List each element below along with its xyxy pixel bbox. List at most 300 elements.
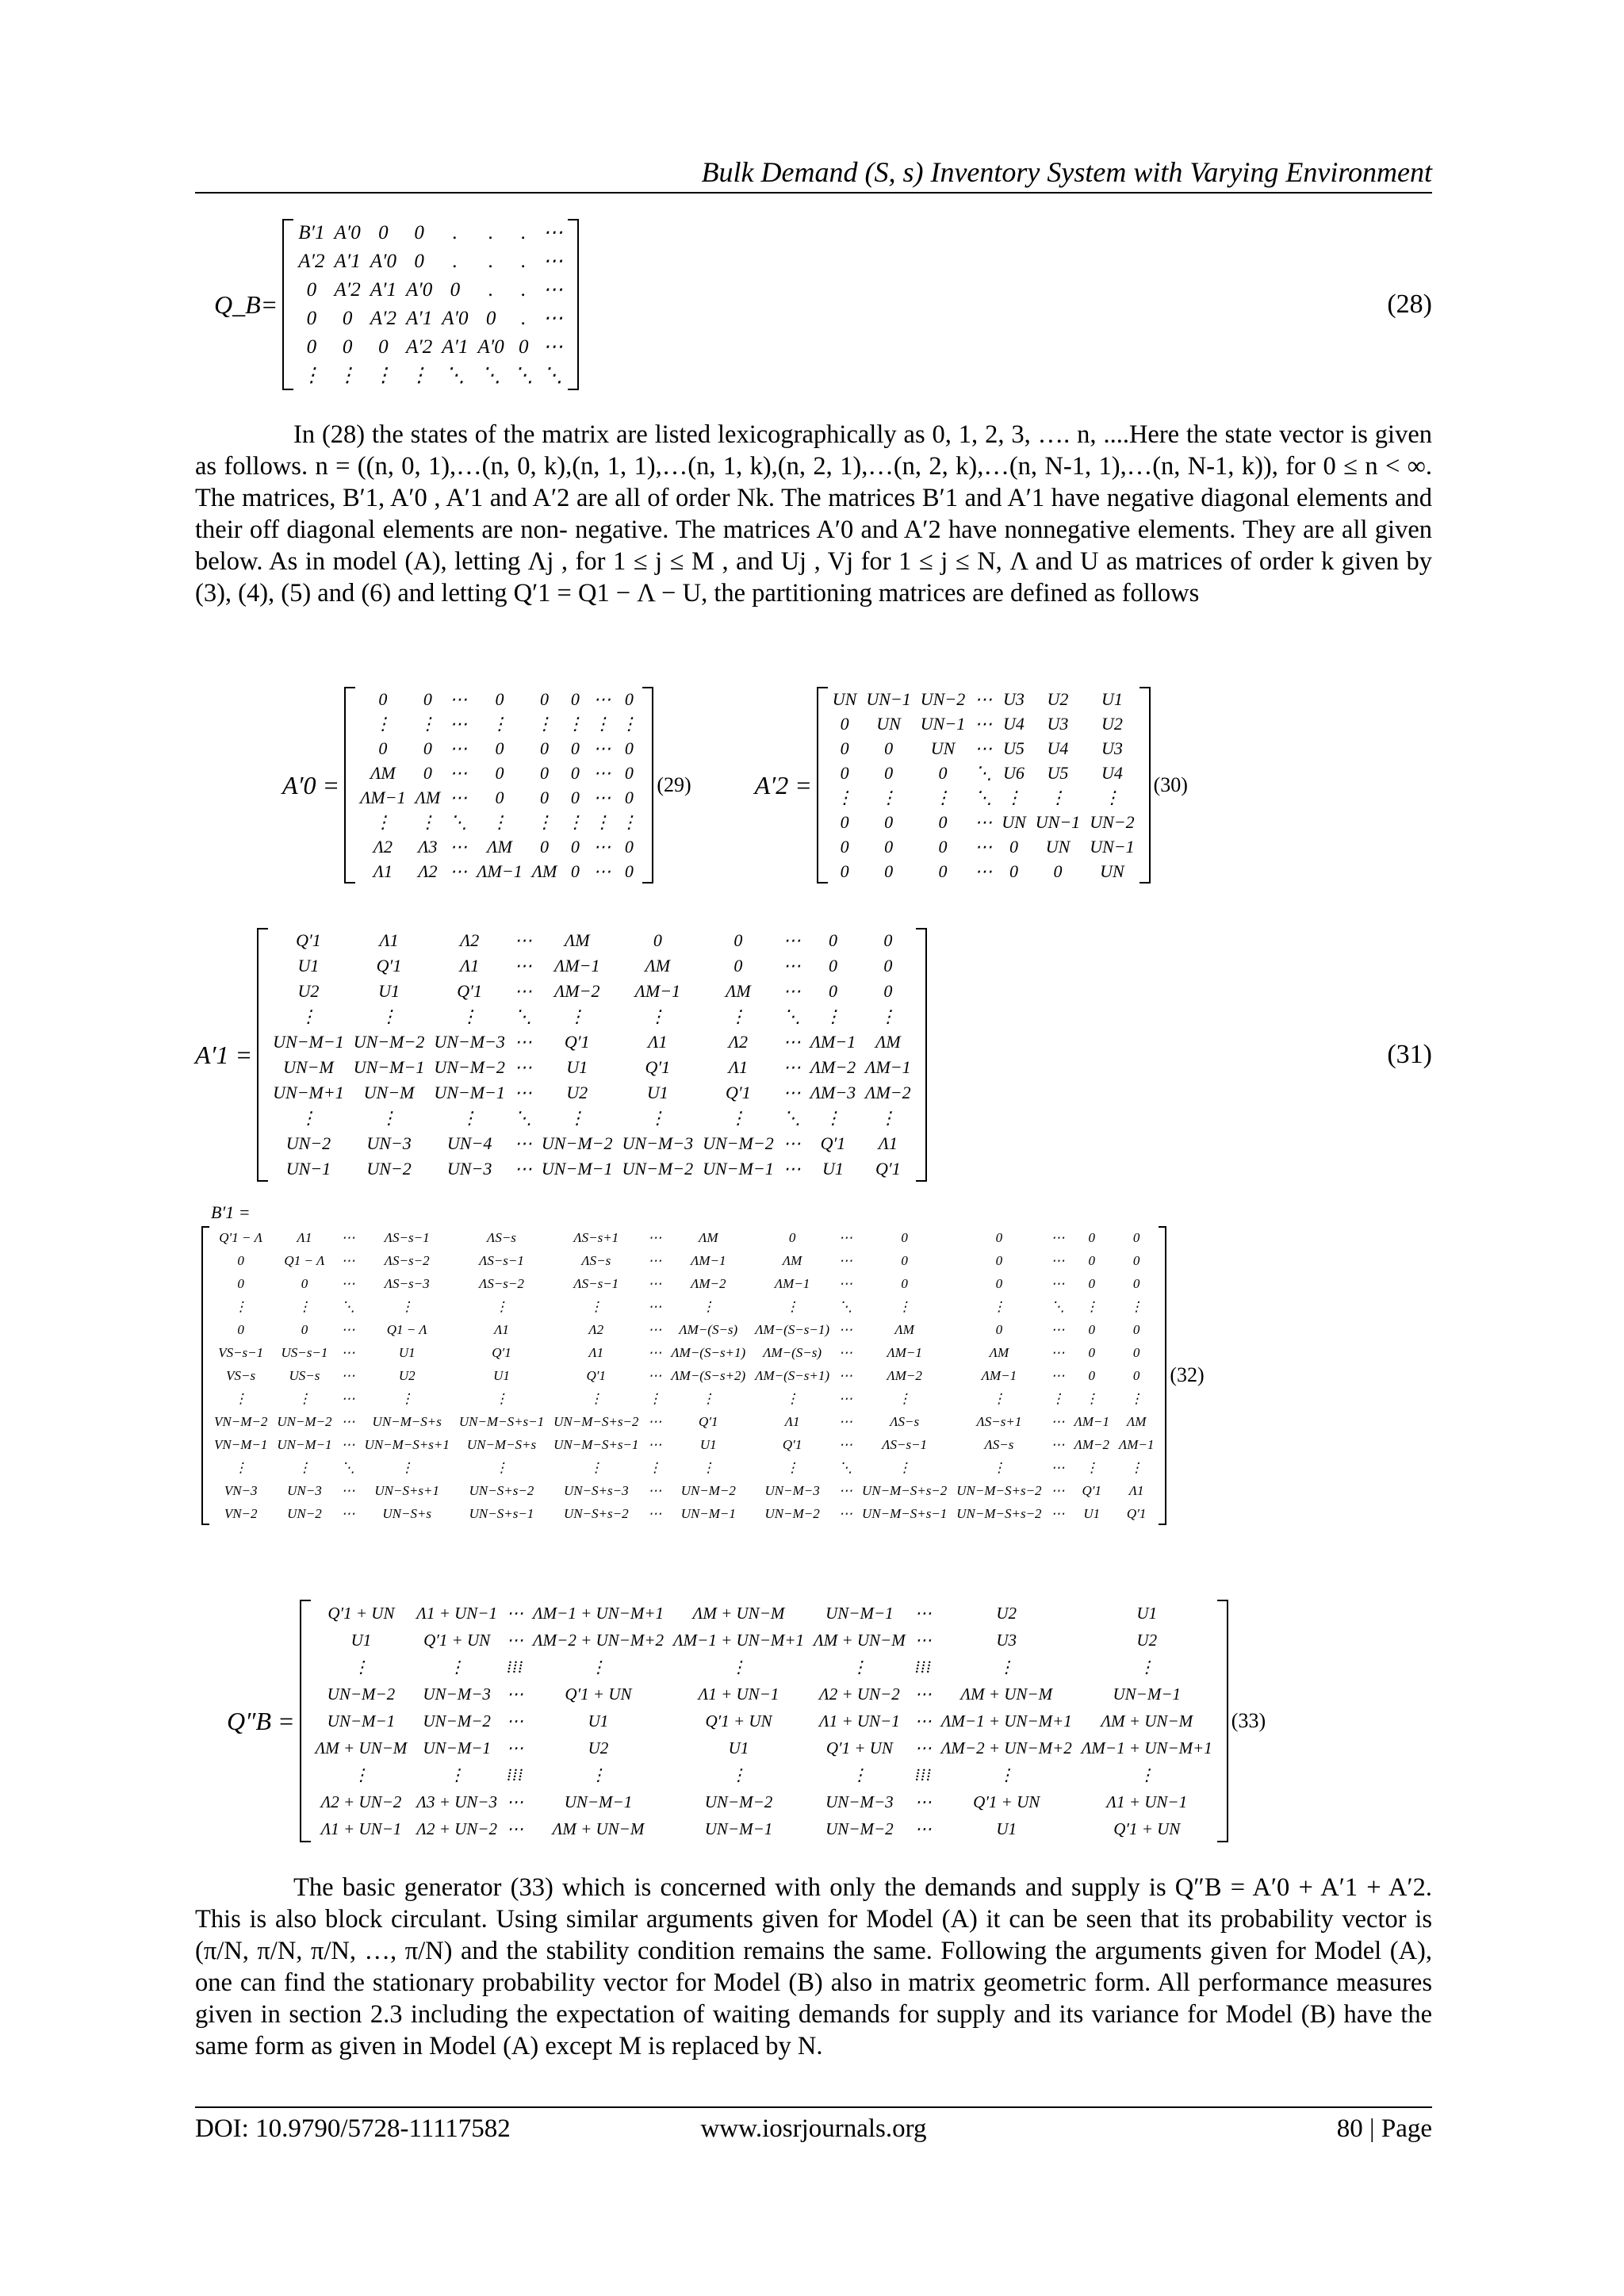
matrix-cell: ⋯ [506, 1792, 523, 1811]
matrix-cell: UN−1 [1090, 837, 1135, 857]
matrix-cell: UN [930, 738, 956, 758]
matrix-cell: ⋯ [783, 981, 801, 1001]
matrix-cell: UN−M−1 [423, 1738, 491, 1757]
matrix-cell: 0 [828, 981, 837, 1001]
matrix-cell: ⋮ [1005, 788, 1023, 807]
matrix-cell: 0 [733, 956, 743, 976]
matrix-cell: UN−M−S+s [372, 1413, 442, 1429]
matrix-cell: ⋮ [234, 1390, 248, 1406]
matrix-cell: ⋮ [649, 1006, 667, 1026]
matrix-cell: Q′1 [820, 1133, 846, 1153]
matrix-cell: 0 [495, 763, 504, 783]
matrix-qb-double-prime-table [311, 1600, 1217, 1842]
matrix-cell: ⋱ [839, 1298, 852, 1314]
matrix-cell: A′0 [442, 308, 469, 329]
matrix-cell: ⁞⁞⁞ [914, 1765, 932, 1784]
matrix-cell: ⋯ [593, 837, 611, 857]
matrix-cell: ⋱ [839, 1459, 852, 1475]
matrix-row [311, 1654, 1217, 1681]
matrix-cell: . [521, 308, 527, 329]
matrix-cell: 0 [570, 738, 580, 758]
equation-29-lhs: A′0 = [282, 770, 340, 799]
matrix-cell: 0 [828, 930, 837, 950]
matrix-cell: ⋯ [648, 1505, 662, 1521]
matrix-a0 [344, 687, 653, 884]
matrix-cell: 0 [884, 861, 894, 881]
matrix-cell: ⋯ [542, 279, 563, 301]
matrix-cell: Q′1 [492, 1344, 511, 1360]
matrix-cell: ⋯ [839, 1390, 852, 1406]
matrix-cell: ⋯ [450, 788, 468, 807]
matrix-cell: ⋮ [1129, 1459, 1143, 1475]
matrix-cell: UN−M−1 [434, 1083, 505, 1102]
matrix-cell: ⋮ [730, 1658, 748, 1677]
matrix-cell: ⁞⁞⁞ [914, 1658, 932, 1677]
matrix-cell: ⋮ [589, 1765, 607, 1784]
matrix-cell: ΛM−(S−s) [763, 1344, 822, 1360]
matrix-cell: ΛM−2 [865, 1083, 911, 1102]
matrix-row [268, 1029, 916, 1055]
matrix-cell: UN−M−1 [564, 1792, 633, 1811]
matrix-cell: Λ2 + UN−2 [320, 1792, 402, 1811]
matrix-cell: ⋯ [1051, 1344, 1065, 1360]
matrix-cell: ⋮ [701, 1298, 715, 1314]
matrix-cell: Q′1 + UN [973, 1792, 1040, 1811]
matrix-cell: Q′1 + UN [423, 1631, 491, 1650]
matrix-cell: 0 [1009, 837, 1018, 857]
matrix-cell: ⋯ [593, 738, 611, 758]
matrix-cell: ⋯ [593, 861, 611, 881]
matrix-cell: ⋮ [729, 1006, 747, 1026]
matrix-cell: ΛM−1 [553, 956, 600, 976]
matrix-cell: U1 [1101, 689, 1123, 709]
matrix-cell: ⋯ [648, 1321, 662, 1337]
matrix-cell: A′2 [370, 308, 396, 329]
matrix-cell: U3 [996, 1631, 1017, 1650]
matrix-cell: UN−1 [285, 1159, 331, 1179]
matrix-cell: 0 [495, 689, 504, 709]
matrix-cell: UN−M−2 [353, 1032, 425, 1052]
matrix-cell: VN−2 [224, 1505, 258, 1521]
matrix-cell: ⋯ [975, 861, 993, 881]
matrix-cell: ⋯ [975, 812, 993, 832]
matrix-cell: Q′1 − Λ [219, 1229, 263, 1245]
matrix-cell: ⋮ [535, 714, 553, 734]
matrix-cell: Λ2 + UN−2 [819, 1685, 900, 1704]
matrix-cell: ⋮ [998, 1658, 1015, 1677]
matrix-cell: UN [1045, 837, 1071, 857]
matrix-cell: ⋯ [839, 1321, 852, 1337]
matrix-cell: 0 [306, 336, 317, 358]
matrix-cell: UN−M [363, 1083, 415, 1102]
matrix-cell: . [521, 222, 527, 243]
matrix-cell: ⋯ [506, 1631, 523, 1650]
matrix-cell: 0 [995, 1252, 1003, 1268]
matrix-cell: UN−M−S+s+1 [364, 1436, 450, 1452]
matrix-cell: UN−M−S+s−1 [862, 1505, 948, 1521]
matrix-cell: 0 [840, 714, 849, 734]
matrix-cell: 0 [342, 308, 353, 329]
matrix-cell: ⋯ [839, 1367, 852, 1383]
matrix-cell: ⋯ [839, 1229, 852, 1245]
matrix-cell: ⋯ [542, 251, 563, 272]
matrix-qb-double-prime [300, 1600, 1228, 1842]
matrix-cell: ⋮ [566, 812, 584, 832]
matrix-cell: 0 [624, 861, 634, 881]
equation-30-number: (30) [1153, 773, 1188, 796]
matrix-cell: 0 [733, 930, 743, 950]
matrix-cell: 0 [540, 837, 550, 857]
matrix-cell: Q′1 [699, 1413, 718, 1429]
matrix-cell: ⋮ [297, 1459, 312, 1475]
matrix-cell: ⋯ [839, 1413, 852, 1429]
matrix-row [268, 928, 916, 953]
matrix-row [311, 1788, 1217, 1815]
matrix-cell: 0 [301, 1275, 308, 1291]
matrix-cell: ⋮ [620, 714, 638, 734]
matrix-cell: Λ1 [1128, 1482, 1144, 1498]
matrix-cell: 0 [485, 308, 496, 329]
matrix-cell: ΛM−1 + UN−M+1 [940, 1711, 1072, 1731]
matrix-row [209, 1226, 1159, 1249]
matrix-cell: 0 [1088, 1344, 1096, 1360]
matrix-cell: UN−M−2 [680, 1482, 736, 1498]
matrix-cell: UN−M−2 [434, 1057, 505, 1077]
matrix-cell: ⋮ [589, 1459, 603, 1475]
matrix-cell: ⋮ [352, 1658, 370, 1677]
matrix-cell: ΛM + UN−M [315, 1738, 408, 1757]
matrix-cell: ⋮ [373, 812, 392, 832]
matrix-cell: UN [832, 689, 857, 709]
matrix-cell: ⋮ [824, 1006, 842, 1026]
matrix-cell: ⋮ [380, 1006, 398, 1026]
matrix-cell: UN−M−S+s−2 [956, 1482, 1042, 1498]
matrix-cell: 0 [938, 763, 948, 783]
running-header [195, 155, 1432, 194]
matrix-cell: 0 [1088, 1321, 1096, 1337]
matrix-cell: ⋮ [649, 1108, 667, 1128]
equation-31 [195, 920, 1432, 1190]
matrix-cell: U5 [1003, 738, 1025, 758]
matrix-cell: 0 [1088, 1229, 1096, 1245]
equation-28 [195, 213, 1432, 397]
matrix-a2-table [828, 687, 1139, 884]
matrix-cell: ⋮ [234, 1459, 248, 1475]
matrix-cell: ⋯ [648, 1367, 662, 1383]
matrix-cell: ⋮ [337, 365, 358, 386]
matrix-cell: UN−M−S+s−2 [862, 1482, 948, 1498]
matrix-cell: UN−M−2 [277, 1413, 332, 1429]
matrix-cell: ΛM−1 [865, 1057, 911, 1077]
matrix-cell: ΛM + UN−M [960, 1685, 1053, 1704]
matrix-row [293, 276, 568, 305]
matrix-cell: UN−S+s [382, 1505, 432, 1521]
matrix-cell: ⋮ [1138, 1765, 1155, 1784]
matrix-cell: Q1 − Λ [386, 1321, 427, 1337]
matrix-cell: Q′1 [564, 1032, 590, 1052]
matrix-cell: ΛM + UN−M [1101, 1711, 1193, 1731]
matrix-cell: UN−M−1 [273, 1032, 344, 1052]
footer-website: www.iosrjournals.org [700, 2114, 927, 2143]
matrix-cell: 0 [540, 689, 550, 709]
matrix-cell: ⋯ [341, 1252, 355, 1268]
matrix-cell: UN−2 [285, 1133, 331, 1153]
matrix-row [293, 219, 568, 247]
matrix-cell: ⋯ [514, 1083, 532, 1102]
paragraph-states-text: In (28) the states of the matrix are listed lexicographically as 0, 1, 2, 3, …. n, ....Here the state vector is given as follows. n = ((n, 0, 1),…(n, 0, k),(n, 1, 1),…(n, 1, k),(n, 2, 1),…(n, 2, k),…(n, N-1, 1),…(n, N-1, k)), for 0 ≤ n < ∞. The matrices, B′1, A′0 , A′1 and A′2 are all of order Nk. The matrices B′1 and A′1 have negative diagonal elements and their off diagonal elements are non- negative. The matrices A′0 and A′2 have nonnegative elements. They are all given below. As in model (A), letting Λj , for 1 ≤ j ≤ M , and Uj , Vj for 1 ≤ j ≤ N, Λ and U as matrices of order k given by (3), (4), (5) and (6) and letting Q′1 = Q1 − Λ − U, the partitioning matrices are defined as follows [195, 420, 1432, 608]
matrix-cell: ⋮ [998, 1765, 1015, 1784]
matrix-a2 [817, 687, 1151, 884]
matrix-row [209, 1502, 1159, 1525]
matrix-a0-table [355, 687, 642, 884]
matrix-cell: Λ2 [588, 1321, 604, 1337]
matrix-cell: 0 [378, 738, 388, 758]
matrix-cell: U1 [378, 981, 400, 1001]
footer-rule [195, 2106, 1432, 2108]
matrix-cell: UN−M−S+s [466, 1436, 537, 1452]
matrix-row [268, 1156, 916, 1182]
matrix-cell: ΛM [894, 1321, 914, 1337]
matrix-cell: ⋱ [975, 763, 993, 783]
equation-28-number: (28) [1387, 289, 1432, 319]
matrix-cell: Λ1 [297, 1229, 312, 1245]
matrix-row [828, 810, 1139, 834]
matrix-cell: ⋱ [450, 812, 468, 832]
matrix-cell: ⋮ [648, 1390, 662, 1406]
matrix-cell: 0 [938, 812, 948, 832]
matrix-cell: ⋮ [566, 714, 584, 734]
matrix-cell: Q′1 + UN [1113, 1819, 1181, 1838]
matrix-cell: ⋯ [1051, 1321, 1065, 1337]
matrix-row [828, 711, 1139, 736]
matrix-cell: U2 [297, 981, 320, 1001]
matrix-row [355, 785, 642, 810]
matrix-cell: ΛM [782, 1252, 802, 1268]
matrix-cell: ⋮ [701, 1459, 715, 1475]
matrix-cell: 0 [901, 1275, 908, 1291]
matrix-cell: ⋮ [1138, 1658, 1155, 1677]
matrix-cell: Λ2 [459, 930, 480, 950]
matrix-cell: ⋯ [1051, 1459, 1065, 1475]
matrix-cell: UN−M−3 [434, 1032, 505, 1052]
matrix-row [828, 687, 1139, 711]
matrix-cell: 0 [1053, 861, 1063, 881]
matrix-cell: U4 [1047, 738, 1069, 758]
matrix-cell: ⋯ [341, 1413, 355, 1429]
matrix-cell: ΛM [415, 788, 441, 807]
matrix-cell: ⋯ [914, 1792, 932, 1811]
matrix-cell: ⋯ [450, 837, 468, 857]
matrix-cell: VS−s−1 [218, 1344, 264, 1360]
matrix-cell: 0 [414, 251, 424, 272]
matrix-cell: ⋯ [783, 956, 801, 976]
matrix-cell: UN−M−2 [825, 1819, 894, 1838]
matrix-cell: ΛM−2 [810, 1057, 856, 1077]
matrix-cell: ΛM−(S−s+1) [671, 1344, 746, 1360]
matrix-cell: VS−s [226, 1367, 256, 1383]
matrix-cell: ⋯ [593, 763, 611, 783]
matrix-cell: UN−M−1 [541, 1159, 613, 1179]
matrix-cell: Λ1 [459, 956, 480, 976]
matrix-cell: ⋮ [1085, 1390, 1099, 1406]
matrix-cell: ΛM−2 [1074, 1436, 1109, 1452]
matrix-cell: ⋯ [506, 1819, 523, 1838]
matrix-cell: ΛS−s−2 [479, 1275, 524, 1291]
matrix-cell: ⋮ [1085, 1459, 1099, 1475]
matrix-cell: ⋯ [506, 1738, 523, 1757]
matrix-cell: 0 [938, 861, 948, 881]
matrix-cell: UN−M−2 [423, 1711, 491, 1731]
matrix-cell: Λ3 + UN−3 [416, 1792, 497, 1811]
matrix-cell: U1 [1136, 1604, 1158, 1623]
matrix-cell: ΛM [1126, 1413, 1147, 1429]
matrix-cell: UN−M−1 [1113, 1685, 1182, 1704]
matrix-cell: ΛM + UN−M [692, 1604, 785, 1623]
equation-28-lhs: Q_B= [214, 289, 278, 319]
matrix-cell: U4 [1101, 763, 1123, 783]
matrix-cell: ΛM−1 [360, 788, 406, 807]
matrix-cell: ⋮ [701, 1390, 715, 1406]
matrix-cell: ⋮ [1129, 1390, 1143, 1406]
matrix-cell: UN−S+s−2 [563, 1505, 629, 1521]
matrix-cell: UN−M−3 [764, 1482, 820, 1498]
matrix-cell: ΛM−(S−s+2) [671, 1367, 746, 1383]
matrix-cell: ΛM−1 [691, 1252, 726, 1268]
matrix-cell: ΛS−s [487, 1229, 516, 1245]
matrix-cell: ⋯ [648, 1298, 662, 1314]
matrix-cell: 0 [840, 861, 849, 881]
matrix-row [209, 1387, 1159, 1410]
matrix-cell: ⋮ [1129, 1298, 1143, 1314]
matrix-cell: UN [1100, 861, 1124, 881]
matrix-cell: UN−M−2 [622, 1159, 694, 1179]
matrix-cell: ΛM−(S−s−1) [755, 1321, 829, 1337]
matrix-cell: ⋯ [975, 738, 993, 758]
matrix-cell: ⋯ [648, 1229, 662, 1245]
matrix-cell: ⋯ [341, 1390, 355, 1406]
matrix-cell: ⋯ [450, 861, 468, 881]
matrix-cell: ⋯ [839, 1505, 852, 1521]
matrix-cell: ⋯ [514, 1032, 532, 1052]
matrix-cell: ⋮ [879, 1006, 897, 1026]
matrix-cell: ⋱ [542, 365, 563, 386]
matrix-cell: ⋯ [914, 1738, 932, 1757]
matrix-cell: U2 [1047, 689, 1069, 709]
matrix-cell: ⋯ [1051, 1413, 1065, 1429]
paragraph-basic-generator [195, 1872, 1432, 2062]
matrix-cell: . [452, 251, 458, 272]
matrix-row [293, 305, 568, 333]
matrix-cell: 0 [1132, 1229, 1140, 1245]
matrix-cell: Q′1 + UN [705, 1711, 772, 1731]
matrix-row [293, 247, 568, 276]
matrix-cell: US−s [289, 1367, 320, 1383]
matrix-cell: Λ2 [373, 837, 393, 857]
matrix-cell: 0 [901, 1229, 908, 1245]
matrix-cell: ⋯ [514, 1133, 532, 1153]
matrix-cell: ⋱ [341, 1298, 355, 1314]
matrix-cell: 0 [1088, 1252, 1096, 1268]
matrix-cell: ⋮ [352, 1765, 370, 1784]
matrix-cell: ⋮ [490, 812, 508, 832]
matrix-cell: ΛM [564, 930, 590, 950]
equation-33-lhs: Q″B = [227, 1706, 295, 1735]
matrix-cell: ⋮ [851, 1765, 868, 1784]
matrix-cell: 0 [1132, 1321, 1140, 1337]
matrix-cell: ΛM−1 [887, 1344, 922, 1360]
matrix-row [311, 1627, 1217, 1654]
matrix-cell: 0 [1088, 1367, 1096, 1383]
matrix-cell: 0 [884, 837, 894, 857]
matrix-row [355, 736, 642, 761]
matrix-cell: U2 [566, 1083, 588, 1102]
matrix-row [268, 1055, 916, 1080]
matrix-cell: VN−M−1 [214, 1436, 268, 1452]
matrix-cell: Q′1 [296, 930, 321, 950]
matrix-cell: ⋯ [839, 1275, 852, 1291]
matrix-cell: ⋯ [450, 714, 468, 734]
matrix-cell: UN−M−1 [327, 1711, 396, 1731]
matrix-cell: ΛM [531, 861, 557, 881]
matrix-cell: A′2 [298, 251, 325, 272]
matrix-cell: Λ1 [648, 1032, 668, 1052]
matrix-cell: 0 [237, 1275, 244, 1291]
matrix-cell: 0 [423, 763, 432, 783]
matrix-cell: ⋱ [783, 1006, 801, 1026]
matrix-cell: ΛM−1 [981, 1367, 1017, 1383]
matrix-cell: A′0 [477, 336, 504, 358]
matrix-cell: . [488, 251, 494, 272]
matrix-cell: 0 [883, 930, 893, 950]
matrix-row [209, 1456, 1159, 1479]
matrix-cell: A′1 [442, 336, 469, 358]
matrix-cell: ⋮ [461, 1006, 479, 1026]
paragraph-states [195, 419, 1432, 609]
matrix-cell: ΛS−s−3 [384, 1275, 430, 1291]
matrix-cell: ΛS−s+1 [976, 1413, 1022, 1429]
matrix-row [828, 785, 1139, 810]
matrix-cell: 0 [901, 1252, 908, 1268]
matrix-cell: ⋱ [975, 788, 993, 807]
matrix-row [268, 1080, 916, 1106]
matrix-cell: 0 [423, 689, 432, 709]
matrix-cell: ⋯ [341, 1436, 355, 1452]
matrix-cell: Q′1 + UN [327, 1604, 395, 1623]
matrix-cell: 0 [495, 738, 504, 758]
matrix-cell: UN−S+s+1 [374, 1482, 440, 1498]
matrix-cell: 0 [1009, 861, 1018, 881]
matrix-cell: Λ3 [418, 837, 438, 857]
matrix-cell: ΛM−2 [691, 1275, 726, 1291]
running-title: Bulk Demand (S, s) Inventory System with Varying Environment [701, 156, 1432, 188]
matrix-cell: VN−3 [224, 1482, 258, 1498]
matrix-row [311, 1734, 1217, 1761]
matrix-cell: ⋯ [341, 1275, 355, 1291]
matrix-cell: ΛM−1 + UN−M+1 [532, 1604, 664, 1623]
matrix-cell: UN−M−2 [764, 1505, 820, 1521]
matrix-cell: ⋮ [297, 1298, 312, 1314]
matrix-row [355, 711, 642, 736]
matrix-cell: ⋮ [234, 1298, 248, 1314]
matrix-b1 [201, 1226, 1166, 1525]
matrix-cell: ΛS−s−1 [384, 1229, 430, 1245]
matrix-cell: 0 [301, 1321, 308, 1337]
matrix-cell: ⋯ [542, 222, 563, 243]
matrix-cell: UN−M−2 [704, 1792, 773, 1811]
matrix-cell: U1 [350, 1631, 372, 1650]
matrix-cell: ⋯ [648, 1344, 662, 1360]
matrix-row [311, 1761, 1217, 1788]
